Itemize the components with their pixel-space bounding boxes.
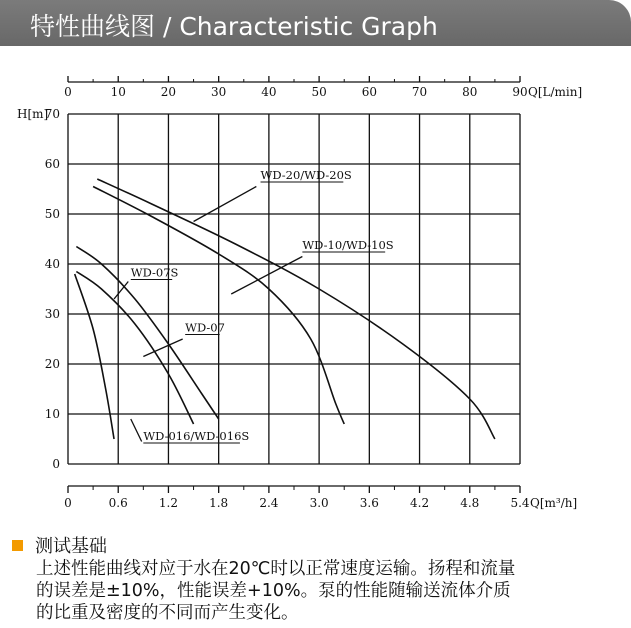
top-axis-label: Q[L/min] xyxy=(528,85,583,99)
page-title: 特性曲线图 / Characteristic Graph xyxy=(30,12,438,41)
bottom-tick-label: 2.4 xyxy=(259,496,279,510)
y-tick-label: 50 xyxy=(44,207,60,221)
top-tick-label: 60 xyxy=(361,85,377,99)
chart-grid xyxy=(68,114,520,464)
top-tick-label: 90 xyxy=(512,85,528,99)
y-tick-label: 0 xyxy=(52,457,60,471)
y-tick-label: 20 xyxy=(44,357,60,371)
bottom-tick-label: 4.8 xyxy=(460,496,480,510)
y-tick-label: 40 xyxy=(44,257,60,271)
top-tick-label: 10 xyxy=(110,85,126,99)
y-tick-label: 30 xyxy=(44,307,60,321)
bottom-tick-label: 3.0 xyxy=(309,496,329,510)
bottom-tick-label: 0.6 xyxy=(108,496,128,510)
bottom-axis-label: Q[m³/h] xyxy=(530,496,578,510)
annotation-leader xyxy=(194,187,257,222)
top-tick-label: 30 xyxy=(211,85,227,99)
body-line-1: 上述性能曲线对应于水在20℃时以正常速度运输。扬程和流量 xyxy=(36,559,516,579)
annotation-leader xyxy=(131,419,142,442)
top-tick-label: 0 xyxy=(64,85,72,99)
series-annotation: WD-20/WD-20S xyxy=(260,168,352,182)
annotation-leader xyxy=(143,339,182,357)
series-line xyxy=(97,179,495,439)
y-tick-label: 60 xyxy=(44,157,60,171)
top-tick-label: 70 xyxy=(411,85,428,99)
bottom-tick-label: 4.2 xyxy=(410,496,430,510)
series-line xyxy=(76,272,193,425)
bottom-tick-label: 0 xyxy=(64,496,72,510)
top-tick-label: 40 xyxy=(261,85,277,99)
bottom-tick-label: 1.8 xyxy=(209,496,229,510)
characteristic-chart xyxy=(0,46,631,522)
y-tick-label: 10 xyxy=(44,407,60,421)
body-line-3: 的比重及密度的不同而产生变化。 xyxy=(36,603,299,623)
series-annotation: WD-07S xyxy=(130,265,179,280)
top-tick-label: 80 xyxy=(462,85,478,99)
section-marker xyxy=(12,540,23,551)
section-body xyxy=(36,558,596,624)
series-annotation: WD-016/WD-016S xyxy=(143,429,250,443)
y-tick-label: 70 xyxy=(44,107,60,121)
chart-curves xyxy=(75,179,495,439)
bottom-tick-label: 5.4 xyxy=(510,496,530,510)
top-tick-label: 20 xyxy=(160,85,177,99)
series-annotation: WD-07 xyxy=(185,320,225,335)
header-bar xyxy=(0,0,631,46)
bottom-tick-label: 3.6 xyxy=(359,496,379,510)
top-tick-label: 50 xyxy=(311,85,327,99)
series-annotation: WD-10/WD-10S xyxy=(302,238,394,252)
annotation-leader xyxy=(231,257,302,295)
bottom-tick-label: 1.2 xyxy=(158,496,178,510)
chart-labels xyxy=(17,85,582,510)
y-axis-label: H[m] xyxy=(17,107,49,121)
body-line-2: 的误差是±10%，性能误差+10%。泵的性能随输送流体介质 xyxy=(36,581,511,601)
section-title: 测试基础 xyxy=(35,536,107,557)
